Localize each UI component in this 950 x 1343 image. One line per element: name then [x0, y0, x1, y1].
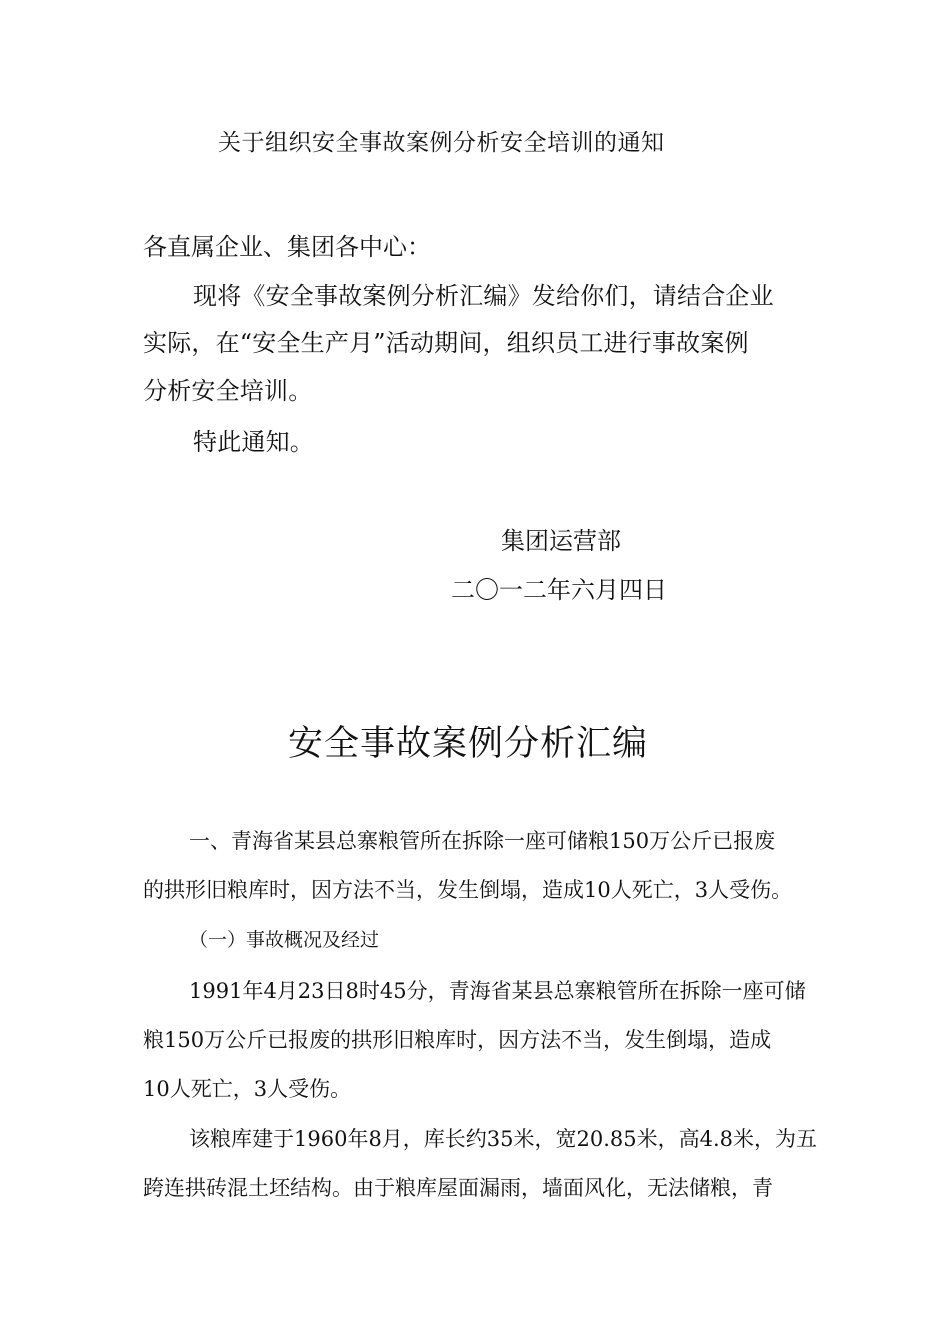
- notice-title: 关于组织安全事故案例分析安全培训的通知: [218, 130, 665, 156]
- case-heading-line: 一、青海省某县总寨粮管所在拆除一座可储粮150万公斤已报废: [189, 829, 776, 853]
- signature-date: 二〇一二年六月四日: [451, 576, 667, 604]
- paragraph-line: 1991年4月23日8时45分，青海省某县总寨粮管所在拆除一座可储: [189, 979, 806, 1003]
- notice-closing: 特此通知。: [193, 428, 314, 456]
- signature-organization: 集团运营部: [501, 527, 621, 555]
- notice-body-line: 现将《安全事故案例分析汇编》发给你们，请结合企业: [193, 282, 774, 310]
- case-heading-line: 的拱形旧粮库时，因方法不当，发生倒塌，造成10人死亡，3人受伤。: [143, 878, 793, 902]
- paragraph-line: 粮150万公斤已报废的拱形旧粮库时，因方法不当，发生倒塌，造成: [143, 1028, 772, 1052]
- compilation-title: 安全事故案例分析汇编: [288, 724, 649, 764]
- notice-body-line: 分析安全培训。: [143, 377, 313, 405]
- notice-body-line: 实际，在“安全生产月”活动期间，组织员工进行事故案例: [143, 329, 749, 357]
- paragraph-line: 该粮库建于1960年8月，库长约35米，宽20.85米，高4.8米，为五: [189, 1127, 818, 1151]
- paragraph-line: 10人死亡，3人受伤。: [143, 1077, 352, 1101]
- section-heading: （一）事故概况及经过: [189, 929, 380, 951]
- paragraph-line: 跨连拱砖混土坯结构。由于粮库屋面漏雨，墙面风化，无法储粮，青: [143, 1176, 773, 1200]
- notice-addressee: 各直属企业、集团各中心：: [143, 233, 431, 261]
